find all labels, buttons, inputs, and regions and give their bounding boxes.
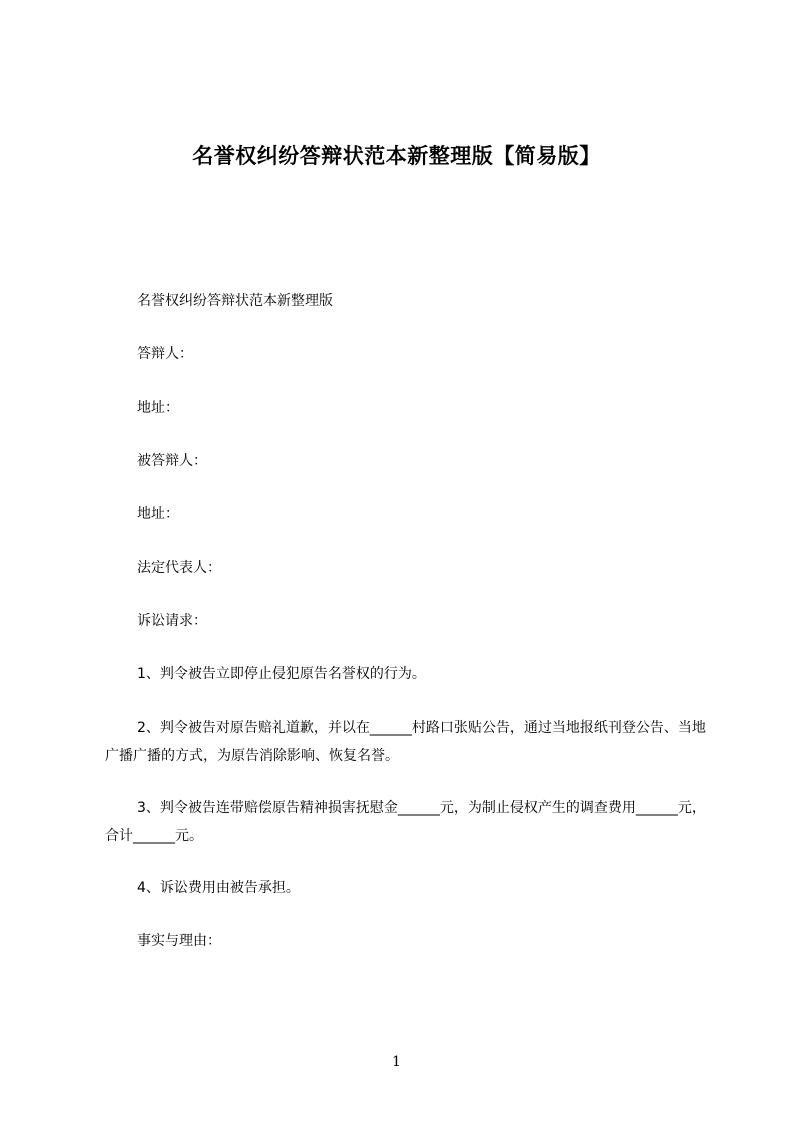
paragraph-address-2: 地址： bbox=[137, 506, 179, 522]
paragraph-respondent: 答辩人： bbox=[137, 346, 193, 362]
paragraph-address-1: 地址： bbox=[137, 400, 179, 416]
paragraph-claim-4: 4、诉讼费用由被告承担。 bbox=[137, 880, 300, 896]
paragraph-claims-heading: 诉讼请求： bbox=[137, 613, 207, 629]
paragraph-legal-representative: 法定代表人： bbox=[137, 560, 221, 576]
paragraph-claim-2: 2、判令被告对原告赔礼道歉，并以在______村路口张贴公告，通过当地报纸刊登公告、当地广播广播的方式，为原告消除影响、恢复名誉。 bbox=[105, 720, 706, 764]
paragraph-facts-heading: 事实与理由： bbox=[137, 933, 221, 949]
paragraph-claim-1: 1、判令被告立即停止侵犯原告名誉权的行为。 bbox=[137, 666, 426, 682]
document-title: 名誉权纠纷答辩状范本新整理版【简易版】 bbox=[192, 144, 601, 168]
paragraph-opponent: 被答辩人： bbox=[137, 453, 207, 469]
paragraph-claim-3: 3、判令被告连带赔偿原告精神损害抚慰金______元，为制止侵权产生的调查费用______元，合计______元。 bbox=[105, 800, 706, 844]
paragraph-subtitle: 名誉权纠纷答辩状范本新整理版 bbox=[137, 293, 333, 309]
page-number: 1 bbox=[392, 1054, 401, 1070]
